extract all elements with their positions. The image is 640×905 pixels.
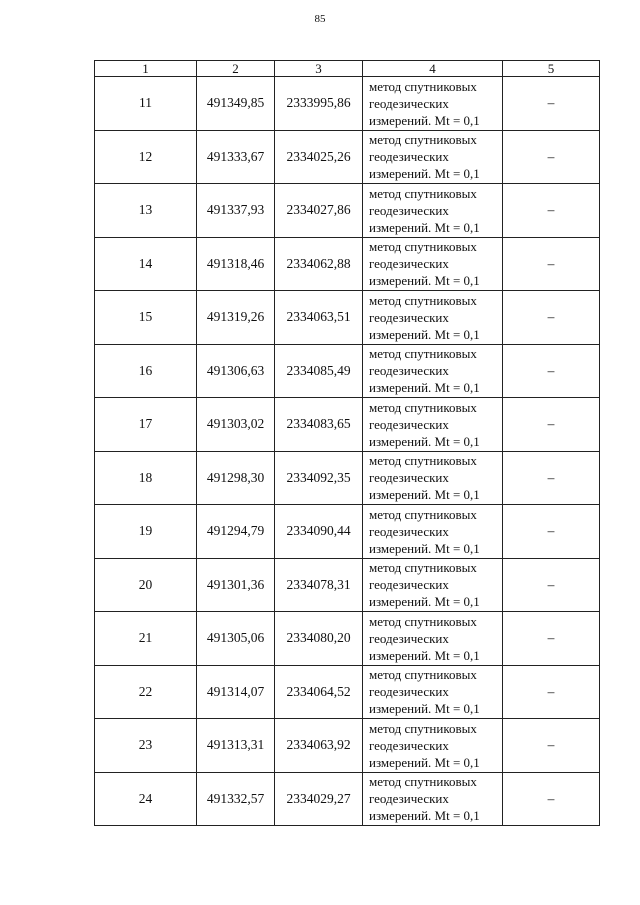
column-header: 4	[363, 61, 503, 77]
table-row	[95, 451, 600, 505]
note-cell: –	[503, 665, 600, 719]
table-row	[95, 291, 600, 345]
point-number-cell: 18	[95, 451, 197, 505]
column-header: 5	[503, 61, 600, 77]
point-number-cell: 22	[95, 665, 197, 719]
point-number-cell: 17	[95, 398, 197, 452]
x-coordinate-cell: 491314,07	[197, 665, 275, 719]
point-number-cell: 11	[95, 77, 197, 131]
x-coordinate-cell: 491305,06	[197, 612, 275, 666]
method-cell: метод спутниковых геодезических измерений. Mt = 0,1	[363, 558, 503, 612]
x-coordinate-cell: 491303,02	[197, 398, 275, 452]
table-row	[95, 77, 600, 131]
y-coordinate-cell: 2334090,44	[275, 505, 363, 559]
method-cell: метод спутниковых геодезических измерений. Mt = 0,1	[363, 344, 503, 398]
y-coordinate-cell: 2334080,20	[275, 612, 363, 666]
point-number-cell: 16	[95, 344, 197, 398]
page-number: 85	[314, 13, 326, 25]
point-number-cell: 13	[95, 184, 197, 238]
method-cell: метод спутниковых геодезических измерений. Mt = 0,1	[363, 77, 503, 131]
note-cell: –	[503, 398, 600, 452]
method-cell: метод спутниковых геодезических измерений. Mt = 0,1	[363, 451, 503, 505]
method-cell: метод спутниковых геодезических измерений. Mt = 0,1	[363, 184, 503, 238]
y-coordinate-cell: 2334083,65	[275, 398, 363, 452]
x-coordinate-cell: 491313,31	[197, 719, 275, 773]
table-row	[95, 719, 600, 773]
note-cell: –	[503, 719, 600, 773]
y-coordinate-cell: 2334092,35	[275, 451, 363, 505]
note-cell: –	[503, 291, 600, 345]
note-cell: –	[503, 130, 600, 184]
x-coordinate-cell: 491294,79	[197, 505, 275, 559]
method-cell: метод спутниковых геодезических измерений. Mt = 0,1	[363, 719, 503, 773]
note-cell: –	[503, 77, 600, 131]
x-coordinate-cell: 491318,46	[197, 237, 275, 291]
point-number-cell: 14	[95, 237, 197, 291]
point-number-cell: 15	[95, 291, 197, 345]
method-cell: метод спутниковых геодезических измерений. Mt = 0,1	[363, 772, 503, 826]
note-cell: –	[503, 237, 600, 291]
table-row	[95, 505, 600, 559]
note-cell: –	[503, 184, 600, 238]
note-cell: –	[503, 451, 600, 505]
y-coordinate-cell: 2334025,26	[275, 130, 363, 184]
column-header: 3	[275, 61, 363, 77]
method-cell: метод спутниковых геодезических измерений. Mt = 0,1	[363, 291, 503, 345]
y-coordinate-cell: 2333995,86	[275, 77, 363, 131]
method-cell: метод спутниковых геодезических измерений. Mt = 0,1	[363, 237, 503, 291]
method-cell: метод спутниковых геодезических измерений. Mt = 0,1	[363, 130, 503, 184]
point-number-cell: 23	[95, 719, 197, 773]
x-coordinate-cell: 491301,36	[197, 558, 275, 612]
y-coordinate-cell: 2334062,88	[275, 237, 363, 291]
y-coordinate-cell: 2334027,86	[275, 184, 363, 238]
note-cell: –	[503, 612, 600, 666]
point-number-cell: 19	[95, 505, 197, 559]
table-header-row	[95, 61, 600, 77]
y-coordinate-cell: 2334063,92	[275, 719, 363, 773]
y-coordinate-cell: 2334078,31	[275, 558, 363, 612]
y-coordinate-cell: 2334029,27	[275, 772, 363, 826]
note-cell: –	[503, 505, 600, 559]
table-body	[95, 77, 600, 826]
table-row	[95, 184, 600, 238]
table-row	[95, 398, 600, 452]
x-coordinate-cell: 491333,67	[197, 130, 275, 184]
x-coordinate-cell: 491349,85	[197, 77, 275, 131]
column-header: 2	[197, 61, 275, 77]
table-row	[95, 772, 600, 826]
y-coordinate-cell: 2334064,52	[275, 665, 363, 719]
x-coordinate-cell: 491332,57	[197, 772, 275, 826]
x-coordinate-cell: 491337,93	[197, 184, 275, 238]
x-coordinate-cell: 491298,30	[197, 451, 275, 505]
note-cell: –	[503, 772, 600, 826]
point-number-cell: 12	[95, 130, 197, 184]
x-coordinate-cell: 491319,26	[197, 291, 275, 345]
column-header: 1	[95, 61, 197, 77]
table-row	[95, 344, 600, 398]
table-row	[95, 558, 600, 612]
point-number-cell: 21	[95, 612, 197, 666]
note-cell: –	[503, 558, 600, 612]
point-number-cell: 20	[95, 558, 197, 612]
table-row	[95, 612, 600, 666]
note-cell: –	[503, 344, 600, 398]
table-row	[95, 665, 600, 719]
method-cell: метод спутниковых геодезических измерений. Mt = 0,1	[363, 612, 503, 666]
y-coordinate-cell: 2334085,49	[275, 344, 363, 398]
x-coordinate-cell: 491306,63	[197, 344, 275, 398]
coordinates-table	[94, 60, 600, 826]
table-row	[95, 237, 600, 291]
method-cell: метод спутниковых геодезических измерений. Mt = 0,1	[363, 398, 503, 452]
method-cell: метод спутниковых геодезических измерений. Mt = 0,1	[363, 665, 503, 719]
point-number-cell: 24	[95, 772, 197, 826]
table-row	[95, 130, 600, 184]
y-coordinate-cell: 2334063,51	[275, 291, 363, 345]
method-cell: метод спутниковых геодезических измерений. Mt = 0,1	[363, 505, 503, 559]
